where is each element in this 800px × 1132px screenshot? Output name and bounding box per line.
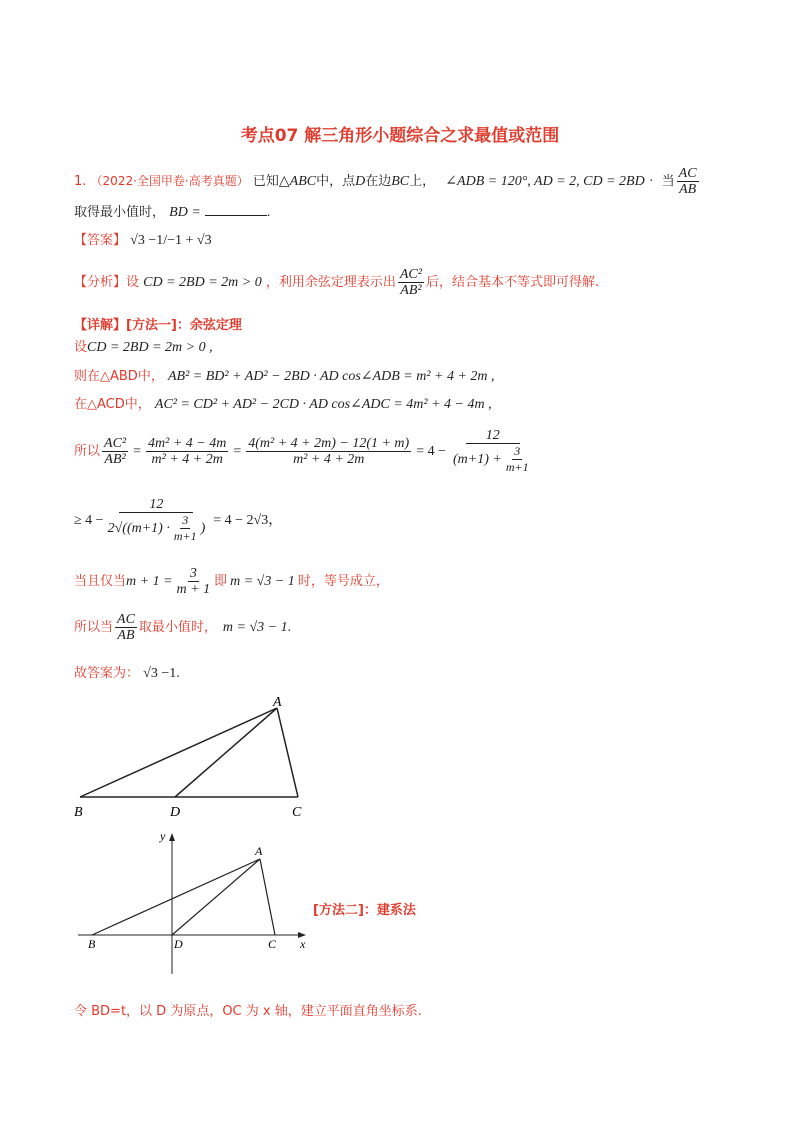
fraction-num: 4(m² + 4 + 2m) − 12(1 + m) [248, 436, 410, 451]
fraction [146, 436, 228, 467]
detail-line-4: 所以 $\frac{\text{AC²}}{\text{AB²}}$ = $\frac{\text{4m² + 4 − 4m}}{\text{m² + 4 + 2m}}$ = $\frac{\text{4(m² + 4 + 2m) − 12(1 + m)}}{\text{m² + 4 + 2m}}$ = 4 − 12 (m+1) + $\frac{3}{m+1}$ [74, 428, 537, 475]
math-expr: · [648, 174, 654, 189]
fraction-den: AB [117, 628, 135, 643]
fraction-num: AC² [104, 436, 127, 451]
detail-text: 时，等号成立， [297, 573, 389, 589]
fraction [677, 166, 699, 197]
point-label-c: C [292, 805, 302, 820]
fraction-num: 4m² + 4 − 4m [148, 436, 227, 451]
axis-label-y: y [160, 829, 166, 843]
answer-blank [205, 203, 267, 216]
math-expr: BC [391, 174, 410, 189]
fraction [398, 267, 424, 298]
math-expr: △ABC [278, 174, 317, 189]
detail-text: 故答案为： [74, 666, 140, 681]
math-expr: ) [200, 521, 206, 536]
segment-ac [277, 708, 298, 797]
fraction-den: m + 1 [176, 582, 211, 597]
math-expr: CD = 2BD = 2m > 0 , [87, 340, 213, 355]
analysis-text: 后，结合基本不等式即可得解. [425, 275, 600, 290]
triangle-figure [70, 694, 320, 824]
problem-text: 取得最小值时， [74, 205, 166, 220]
math-expr: AB² = BD² + AD² − 2BD · AD cos∠ADB = m² + 4 + 2m , [167, 369, 495, 384]
detail-line-3 [74, 396, 492, 414]
fraction-den: m+1 [173, 529, 197, 543]
fraction [504, 444, 531, 475]
problem-text: 在边 [365, 174, 392, 189]
fraction-num: 12 [119, 497, 193, 513]
detail-line-7 [74, 612, 291, 643]
math-expr: m + 1 = [126, 573, 173, 589]
math-expr: . [266, 205, 271, 220]
math-expr: (m+1) + [453, 452, 502, 467]
answer-line [74, 232, 212, 250]
fraction-den [451, 444, 535, 475]
fraction [115, 612, 137, 643]
fraction [102, 436, 128, 467]
page-title: 考点07 解三角形小题综合之求最值或范围 [240, 126, 560, 146]
math-expr: D [355, 174, 366, 189]
detail-text: 即 [214, 573, 228, 589]
fraction [106, 497, 208, 544]
math-expr: = 4 − [416, 443, 446, 459]
fraction-den [106, 513, 208, 544]
detail-text: 取最小值时， [138, 619, 217, 635]
fraction-den: AB² [400, 283, 422, 298]
fraction-num: 3 [182, 513, 189, 527]
fraction-num: 12 [466, 428, 520, 444]
math-expr: ∠ADB = 120°, AD = 2, CD = 2BD [445, 174, 645, 189]
point-label-c: C [268, 937, 277, 951]
problem-source: （2022·全国甲卷·高考真题） [90, 174, 249, 188]
math-expr: = 4 − 2√3 [213, 512, 269, 528]
analysis-text: ，利用余弦定理表示出 [265, 275, 396, 290]
math-expr: ， [268, 512, 283, 528]
fraction-num: 3 [514, 444, 521, 458]
problem-text: 当 [661, 174, 675, 189]
fraction-den: m² + 4 + 2m [151, 452, 223, 467]
fraction-num: AC [678, 166, 697, 181]
analysis-label: 【分析】设 [74, 275, 140, 290]
answer-label: 【答案】 [74, 233, 127, 248]
fraction-den: AB² [104, 452, 126, 467]
point-label-b: B [74, 805, 83, 820]
segment-ba [80, 708, 277, 797]
math-expr: m = √3 − 1 [222, 619, 288, 635]
detail-line-5 [74, 497, 282, 544]
problem-number: 1. [74, 174, 87, 189]
fraction-den: AB [679, 182, 697, 197]
point-label-a: A [255, 844, 263, 858]
analysis-line [74, 267, 599, 298]
detail-line-1 [74, 339, 213, 357]
math-expr: m = √3 − 1 [230, 573, 295, 589]
math-expr: √3 −1. [143, 666, 180, 681]
detail-text: 所以 [74, 443, 101, 459]
point-label-d: D [174, 937, 183, 951]
detail-text: 所以当 [74, 619, 114, 635]
problem-line-1 [74, 166, 701, 197]
math-expr: AC² = CD² + AD² − 2CD · AD cos∠ADC = 4m² + 4 − 4m , [154, 397, 492, 412]
point-label-a: A [273, 695, 282, 710]
answer-value: √3 −1/−1 + √3 [130, 233, 212, 248]
detail-line-2 [74, 368, 495, 386]
fraction [175, 566, 213, 597]
segment-da [175, 708, 277, 797]
detail-line-8 [74, 665, 180, 683]
axis-label-x: x [300, 937, 306, 951]
fraction-den: m² + 4 + 2m [293, 452, 365, 467]
point-label-b: B [88, 937, 96, 951]
coordinate-figure [74, 824, 314, 984]
fraction-num: AC² [399, 267, 422, 282]
figure-background [74, 824, 314, 984]
math-expr: ≥ 4 − [74, 512, 104, 528]
detail-text: 则在△ABD中， [74, 369, 164, 384]
detail-header: 【详解】[方法一]：余弦定理 [74, 318, 242, 333]
problem-text: 已知 [252, 174, 279, 189]
math-expr: . [287, 619, 292, 635]
detail-text: 设 [74, 340, 88, 355]
fraction [451, 428, 535, 475]
fraction-num: 3 [189, 566, 197, 581]
fraction [172, 513, 199, 544]
detail-line-6 [74, 566, 389, 597]
problem-text: 上， [409, 174, 436, 189]
math-expr: 2√((m+1) · [107, 521, 170, 536]
math-expr: BD = [169, 205, 201, 220]
math-expr: CD = 2BD = 2m > 0 [143, 275, 262, 290]
fraction-num: AC [117, 612, 135, 627]
problem-text: 中，点 [316, 174, 356, 189]
method2-text: 令 BD=t，以 D 为原点，OC 为 x 轴，建立平面直角坐标系. [74, 1004, 422, 1019]
point-label-d: D [170, 805, 181, 820]
detail-text: 当且仅当 [74, 573, 127, 589]
detail-text: 在△ACD中， [74, 397, 151, 412]
fraction [246, 436, 411, 467]
method2-label: [方法二]：建系法 [313, 903, 416, 918]
fraction-den: m+1 [505, 460, 529, 474]
problem-line-2 [74, 203, 270, 222]
